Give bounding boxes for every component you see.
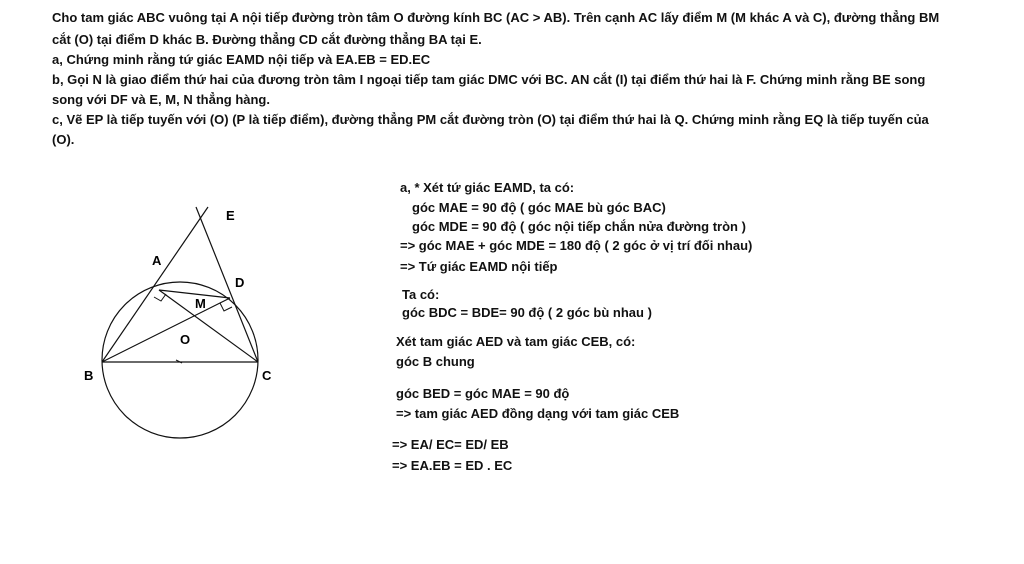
label-c: C	[262, 368, 272, 383]
solution-line: => tam giác AED đồng dạng với tam giác CEB	[396, 406, 680, 421]
label-o: O	[180, 332, 191, 347]
label-e: E	[226, 208, 235, 223]
solution-line: a, * Xét tứ giác EAMD, ta có:	[400, 180, 575, 195]
problem-line: c, Vẽ EP là tiếp tuyến với (O) (P là tiếp điểm), đường thẳng PM cắt đường tròn (O) tại điểm thứ hai là Q. Chứng minh rằng EQ là tiếp tuyến của	[52, 112, 929, 127]
geometry-figure	[80, 195, 310, 445]
problem-line: Cho tam giác ABC vuông tại A nội tiếp đường tròn tâm O đường kính BC (AC > AB). Trên cạnh AC lấy điểm M (M khác A và C), đường thẳng BM	[52, 10, 940, 25]
problem-line: a, Chứng minh rằng tứ giác EAMD nội tiếp và EA.EB = ED.EC	[52, 52, 431, 67]
solution-line: Xét tam giác AED và tam giác CEB, có:	[396, 334, 636, 349]
solution-line: => EA/ EC= ED/ EB	[392, 437, 509, 452]
solution-line: góc MDE = 90 độ ( góc nội tiếp chắn nửa đường tròn )	[412, 219, 746, 234]
line-be	[102, 207, 208, 362]
label-d: D	[235, 275, 245, 290]
solution-line: góc B chung	[396, 354, 475, 369]
label-b: B	[84, 368, 94, 383]
problem-line: b, Gọi N là giao điểm thứ hai của đương tròn tâm I ngoại tiếp tam giác DMC với BC. AN cắt (I) tại điểm thứ hai là F. Chứng minh rằng BE song	[52, 72, 926, 87]
segment-bd	[102, 298, 230, 362]
solution-line: Ta có:	[402, 287, 440, 302]
right-angle-mark-d	[220, 303, 232, 311]
right-angle-mark-a	[154, 294, 166, 301]
problem-line: (O).	[52, 132, 75, 147]
problem-line: cắt (O) tại điểm D khác B. Đường thẳng CD cắt đường thẳng BA tại E.	[52, 32, 482, 47]
solution-line: góc BDC = BDE= 90 độ ( 2 góc bù nhau )	[402, 305, 652, 320]
solution-line: => góc MAE + góc MDE = 180 độ ( 2 góc ở vị trí đối nhau)	[400, 238, 753, 253]
problem-line: song với DF và E, M, N thẳng hàng.	[52, 92, 270, 107]
solution-line: => EA.EB = ED . EC	[392, 458, 513, 473]
label-m: M	[195, 296, 206, 311]
label-a: A	[152, 253, 162, 268]
solution-line: góc BED = góc MAE = 90 độ	[396, 386, 570, 401]
solution-line: góc MAE = 90 độ ( góc MAE bù góc BAC)	[412, 200, 666, 215]
solution-line: => Tứ giác EAMD nội tiếp	[400, 259, 558, 274]
